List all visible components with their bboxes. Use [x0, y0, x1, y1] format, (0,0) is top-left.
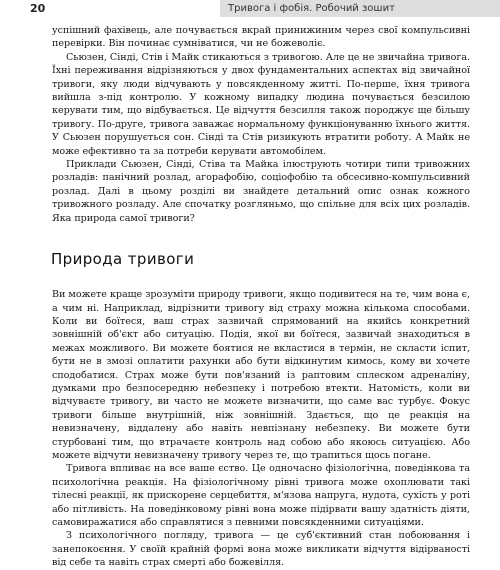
running-head: Тривога і фобія. Робочий зошит: [220, 0, 500, 17]
page-body: [52, 24, 470, 570]
paragraph: успішний фахівець, але почувається вкрай принижиним через свої компульсивні перевірки. Він починає сумніватися, чи не божеволіє.: [52, 25, 470, 50]
paragraph: Приклади Сьюзен, Сінді, Стіва та Майка ілюструють чотири типи тривожних розладів: панічний розлад, агорафобію, соціофобію та обсесивно-компульсивний розлад. Далі в цьому розділі ви знайдете детальний опис ознак кожного тривожного розладу. Але спочатку розгляньмо, що спільне для всіх цих розладів. Яка природа самої тривоги?: [52, 159, 470, 224]
section-title: Природа тривоги: [51, 250, 195, 269]
paragraph: Ви можете краще зрозуміти природу тривоги, якщо подивитеся на те, чим вона є, а чим ні. Наприклад, відрізнити тривогу від страху можна кількома способами. Коли ви боїтеся, ваш страх зазвичай спрямований на якийсь конкретний зовнішній об'єкт або ситуацію. Подія, якої ви боїтеся, зазвичай знаходиться в межах можливого. Ви можете боятися не вкластися в термін, не скласти іспит, бути не в змозі оплатити рахунки або бути відкинутим кимось, кому ви хочете сподобатися. Страх може бути пов'язаний із раптовим сплеском адреналіну, думками про безпосередню небезпеку і потребою втекти. Натомість, коли ви відчуваєте тривогу, ви часто не можете визначити, що саме вас турбує. Фокус тривоги більше внутрішній, ніж зовнішній. Здається, що це реакція на невизначену, віддалену або навіть невпізнану небезпеку. Ви можете бути стурбовані тим, що втрачаєте контроль над собою або якоюсь ситуацією. Або можете відчути невизначену тривогу через те, що трапиться щось погане.: [52, 289, 470, 461]
paragraph: З психологічного погляду, тривога — це суб'єктивний стан побоювання і занепокоєння. У своїй крайній формі вона може викликати відчуття відірваності від себе та навіть страх смерті або божевілля.: [52, 530, 470, 569]
paragraph: Тривога впливає на все ваше єство. Це одночасно фізіологічна, поведінкова та психологічна реакція. На фізіологічному рівні тривога може охоплювати такі тілесні реакції, як прискорене серцебиття, м'язова напруга, нудота, сухість у роті або пітливість. На поведінковому рівні вона може підірвати вашу здатність діяти, самовиражатися або справлятися з певними повсякденними ситуаціями.: [52, 463, 470, 528]
paragraph: Сьюзен, Сінді, Стів і Майк стикаються з тривогою. Але це не звичайна тривога. Їхні переживання відрізняються у двох фундаментальних аспектах від звичайної тривоги, яку люди відчувають у повсякденному житті. По-перше, їхня тривога вийшла з-під контролю. У кожному випадку людина почувається безсилою керувати тим, що відбувається. Це відчуття безсилля також породжує ще більшу тривогу. По-друге, тривога заважає нормальному функціонуванню їхнього життя. У Сьюзен порушується сон. Сінді та Стів ризикують втратити роботу. А Майк не може ефективно та за потреби керувати автомобілем.: [52, 51, 470, 157]
page-header: [30, 0, 500, 17]
page-number: 20: [30, 2, 46, 15]
